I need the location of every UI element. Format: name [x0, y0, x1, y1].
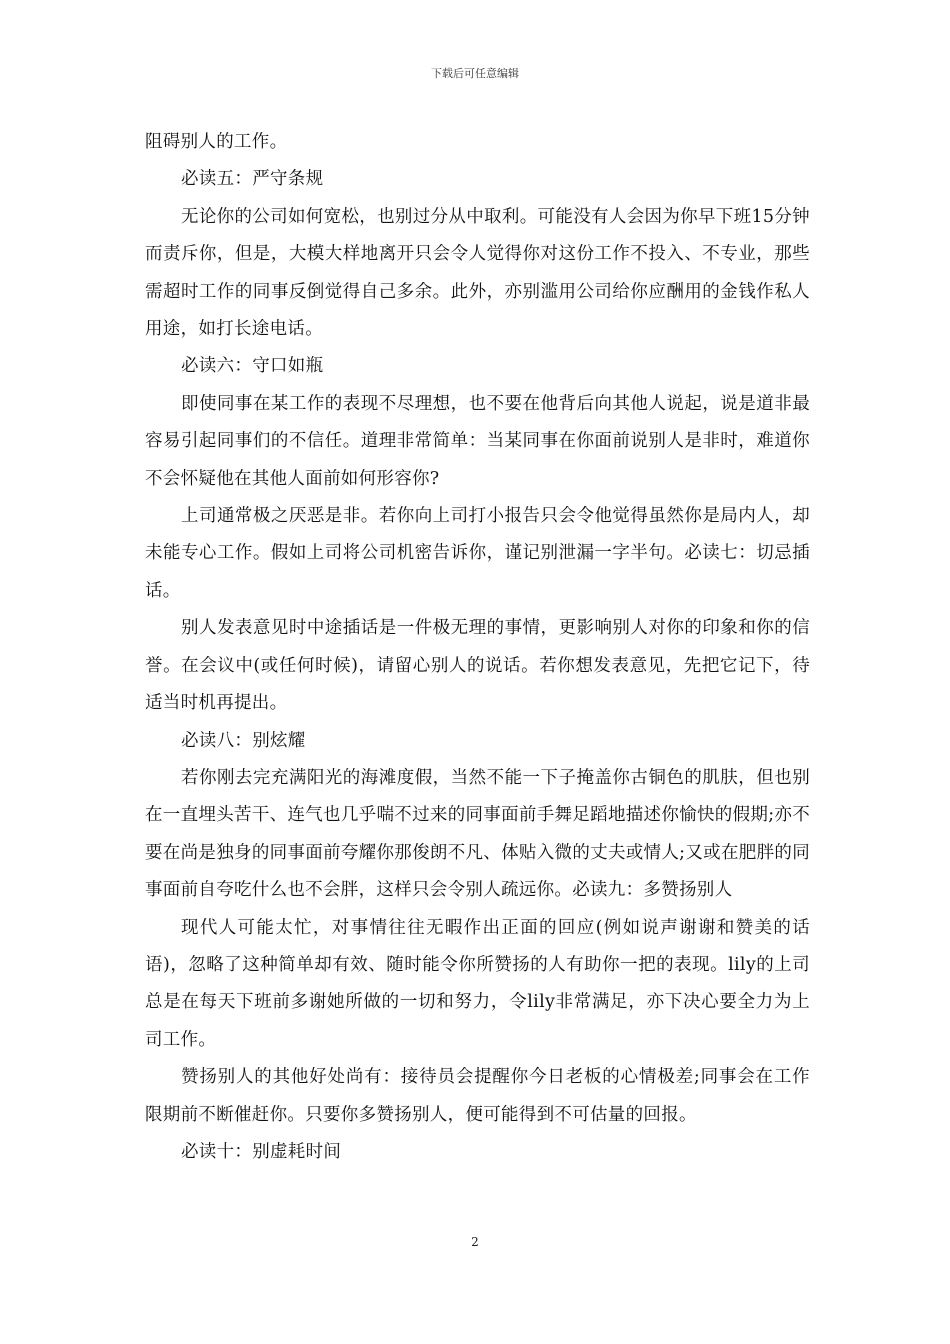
paragraph: 上司通常极之厌恶是非。若你向上司打小报告只会令他觉得虽然你是局内人，却未能专心工作。假如上司将公司机密告诉你，谨记别泄漏一字半句。必读七：切忌插话。 — [145, 506, 810, 601]
paragraph: 现代人可能太忙，对事情往往无暇作出正面的回应(例如说声谢谢和赞美的话语)，忽略了这种简单却有效、随时能令你所赞扬的人有助你一把的表现。lily的上司总是在每天下班前多谢她所做的一切和努力，令lily非常满足，亦下决心要全力为上司工作。 — [145, 917, 810, 1050]
section-heading: 必读八：别炫耀 — [181, 730, 306, 751]
page-number: 2 — [471, 1235, 479, 1249]
paragraph: 阻碍别人的工作。 — [145, 132, 288, 152]
section-heading: 必读五：严守条规 — [181, 169, 324, 190]
paragraph: 无论你的公司如何宽松，也别过分从中取利。可能没有人会因为你早下班15分钟而责斥你，但是，大模大样地离开只会令人觉得你对这份工作不投入、不专业，那些需超时工作的同事反倒觉得自己多余。此外，亦别滥用公司给你应酬用的金钱作私人用途，如打长途电话。 — [145, 206, 810, 340]
paragraph: 别人发表意见时中途插话是一件极无理的事情，更影响别人对你的印象和你的信誉。在会议中(或任何时候)，请留心别人的说话。若你想发表意见，先把它记下，待适当时机再提出。 — [145, 618, 810, 714]
paragraph: 即使同事在某工作的表现不尽理想，也不要在他背后向其他人说起，说是道非最容易引起同事们的不信任。道理非常简单：当某同事在你面前说别人是非时，难道你不会怀疑他在其他人面前如何形容你? — [145, 393, 810, 489]
paragraph: 赞扬别人的其他好处尚有：接待员会提醒你今日老板的心情极差;同事会在工作限期前不断催赶你。只要你多赞扬别人，便可能得到不可估量的回报。 — [145, 1067, 810, 1125]
paragraph: 若你刚去完充满阳光的海滩度假，当然不能一下子掩盖你古铜色的肌肤，但也别在一直埋头苦干、连气也几乎喘不过来的同事面前手舞足蹈地描述你愉快的假期;亦不要在尚是独身的同事面前夸耀你那俊朗不凡、体贴入微的丈夫或情人;又或在肥胖的同事面前自夸吃什么也不会胖，这样只会令别人疏远你。必读九：多赞扬别人 — [145, 767, 810, 901]
section-heading: 必读六：守口如瓶 — [181, 356, 324, 377]
section-heading: 必读十：别虚耗时间 — [181, 1141, 342, 1162]
document-body — [145, 124, 810, 1171]
page-header: 下载后可任意编辑 — [431, 67, 519, 80]
